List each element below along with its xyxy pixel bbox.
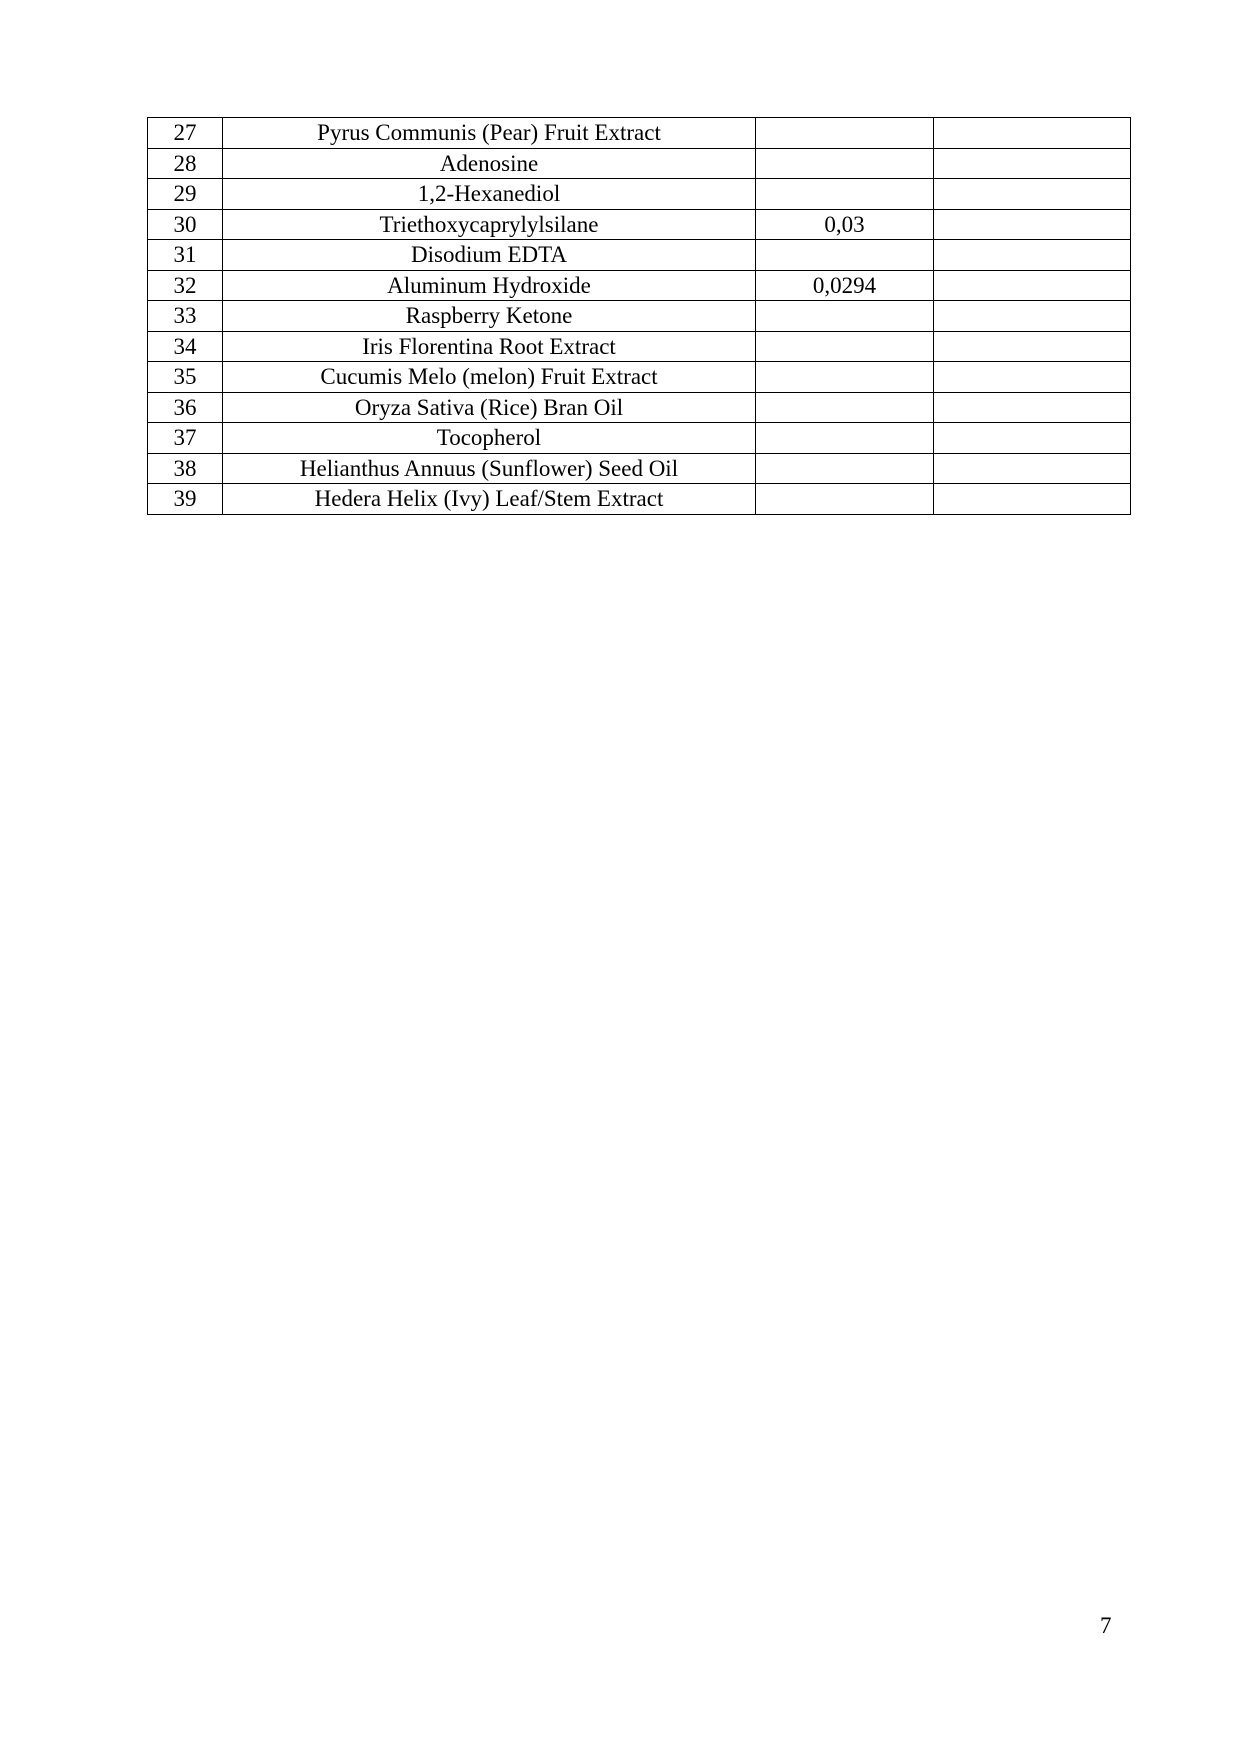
ingredient-name-cell: Disodium EDTA	[223, 240, 756, 271]
ingredient-name-cell: Hedera Helix (Ivy) Leaf/Stem Extract	[223, 484, 756, 515]
table-row	[148, 301, 1131, 332]
value-cell-2	[934, 423, 1131, 454]
row-number-cell: 35	[148, 362, 223, 393]
ingredients-table	[147, 117, 1131, 515]
table-row	[148, 270, 1131, 301]
row-number-cell: 32	[148, 270, 223, 301]
table-row	[148, 148, 1131, 179]
table-row	[148, 118, 1131, 149]
ingredient-name-cell: 1,2-Hexanediol	[223, 179, 756, 210]
row-number-cell: 30	[148, 209, 223, 240]
value-cell-1: 0,03	[756, 209, 934, 240]
row-number-cell: 34	[148, 331, 223, 362]
value-cell-1	[756, 423, 934, 454]
value-cell-2	[934, 331, 1131, 362]
row-number-cell: 28	[148, 148, 223, 179]
value-cell-1: 0,0294	[756, 270, 934, 301]
value-cell-2	[934, 209, 1131, 240]
ingredient-name-cell: Tocopherol	[223, 423, 756, 454]
ingredient-name-cell: Triethoxycaprylylsilane	[223, 209, 756, 240]
row-number-cell: 31	[148, 240, 223, 271]
ingredient-name-cell: Oryza Sativa (Rice) Bran Oil	[223, 392, 756, 423]
value-cell-2	[934, 270, 1131, 301]
ingredient-name-cell: Cucumis Melo (melon) Fruit Extract	[223, 362, 756, 393]
table-row	[148, 209, 1131, 240]
value-cell-1	[756, 301, 934, 332]
ingredient-name-cell: Adenosine	[223, 148, 756, 179]
row-number-cell: 33	[148, 301, 223, 332]
table-row	[148, 240, 1131, 271]
table-row	[148, 453, 1131, 484]
value-cell-1	[756, 362, 934, 393]
value-cell-1	[756, 392, 934, 423]
row-number-cell: 38	[148, 453, 223, 484]
value-cell-2	[934, 179, 1131, 210]
value-cell-1	[756, 484, 934, 515]
value-cell-1	[756, 118, 934, 149]
table-row	[148, 484, 1131, 515]
ingredient-name-cell: Raspberry Ketone	[223, 301, 756, 332]
row-number-cell: 29	[148, 179, 223, 210]
value-cell-2	[934, 301, 1131, 332]
value-cell-1	[756, 331, 934, 362]
value-cell-2	[934, 484, 1131, 515]
value-cell-1	[756, 453, 934, 484]
row-number-cell: 36	[148, 392, 223, 423]
value-cell-2	[934, 453, 1131, 484]
value-cell-1	[756, 179, 934, 210]
table-row	[148, 423, 1131, 454]
value-cell-2	[934, 240, 1131, 271]
value-cell-2	[934, 362, 1131, 393]
value-cell-2	[934, 392, 1131, 423]
ingredient-name-cell: Aluminum Hydroxide	[223, 270, 756, 301]
table-row	[148, 179, 1131, 210]
value-cell-1	[756, 240, 934, 271]
ingredient-name-cell: Iris Florentina Root Extract	[223, 331, 756, 362]
ingredient-name-cell: Helianthus Annuus (Sunflower) Seed Oil	[223, 453, 756, 484]
page-number: 7	[1100, 1613, 1112, 1638]
value-cell-1	[756, 148, 934, 179]
value-cell-2	[934, 148, 1131, 179]
table-row	[148, 331, 1131, 362]
table-row	[148, 362, 1131, 393]
table-row	[148, 392, 1131, 423]
ingredient-name-cell: Pyrus Communis (Pear) Fruit Extract	[223, 118, 756, 149]
row-number-cell: 39	[148, 484, 223, 515]
row-number-cell: 37	[148, 423, 223, 454]
row-number-cell: 27	[148, 118, 223, 149]
value-cell-2	[934, 118, 1131, 149]
